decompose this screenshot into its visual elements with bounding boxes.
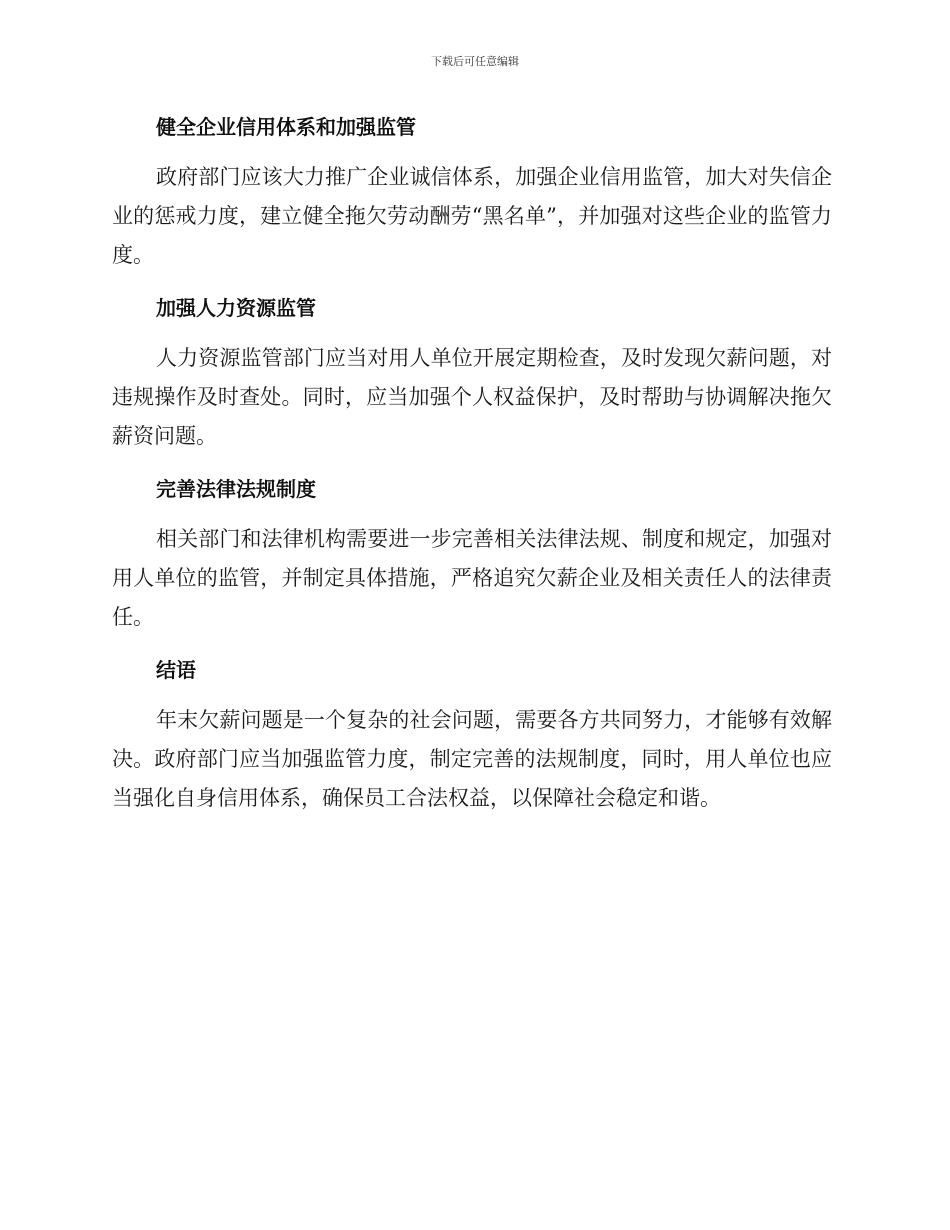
- header-note: 下载后可任意编辑: [431, 55, 519, 68]
- section-paragraph-conclusion: 年末欠薪问题是一个复杂的社会问题，需要各方共同努力，才能够有效解决。政府部门应当加强监管力度，制定完善的法规制度，同时，用人单位也应当强化自身信用体系，确保员工合法权益，以保障社会稳定和谐。: [112, 708, 832, 810]
- section-heading-credit-system: 健全企业信用体系和加强监管: [156, 115, 416, 139]
- section-paragraph-legal-system: 相关部门和法律机构需要进一步完善相关法律法规、制度和规定，加强对用人单位的监管，并制定具体措施，严格追究欠薪企业及相关责任人的法律责任。: [112, 527, 832, 629]
- section-heading-legal-system: 完善法律法规制度: [156, 477, 316, 501]
- section-heading-conclusion: 结语: [156, 658, 196, 682]
- section-heading-hr-supervision: 加强人力资源监管: [156, 296, 316, 320]
- section-paragraph-credit-system: 政府部门应该大力推广企业诚信体系，加强企业信用监管，加大对失信企业的惩戒力度，建立健全拖欠劳动酬劳“黑名单”，并加强对这些企业的监管力度。: [112, 165, 832, 267]
- section-paragraph-hr-supervision: 人力资源监管部门应当对用人单位开展定期检查，及时发现欠薪问题，对违规操作及时查处。同时，应当加强个人权益保护，及时帮助与协调解决拖欠薪资问题。: [112, 346, 832, 448]
- document-body: [112, 110, 832, 834]
